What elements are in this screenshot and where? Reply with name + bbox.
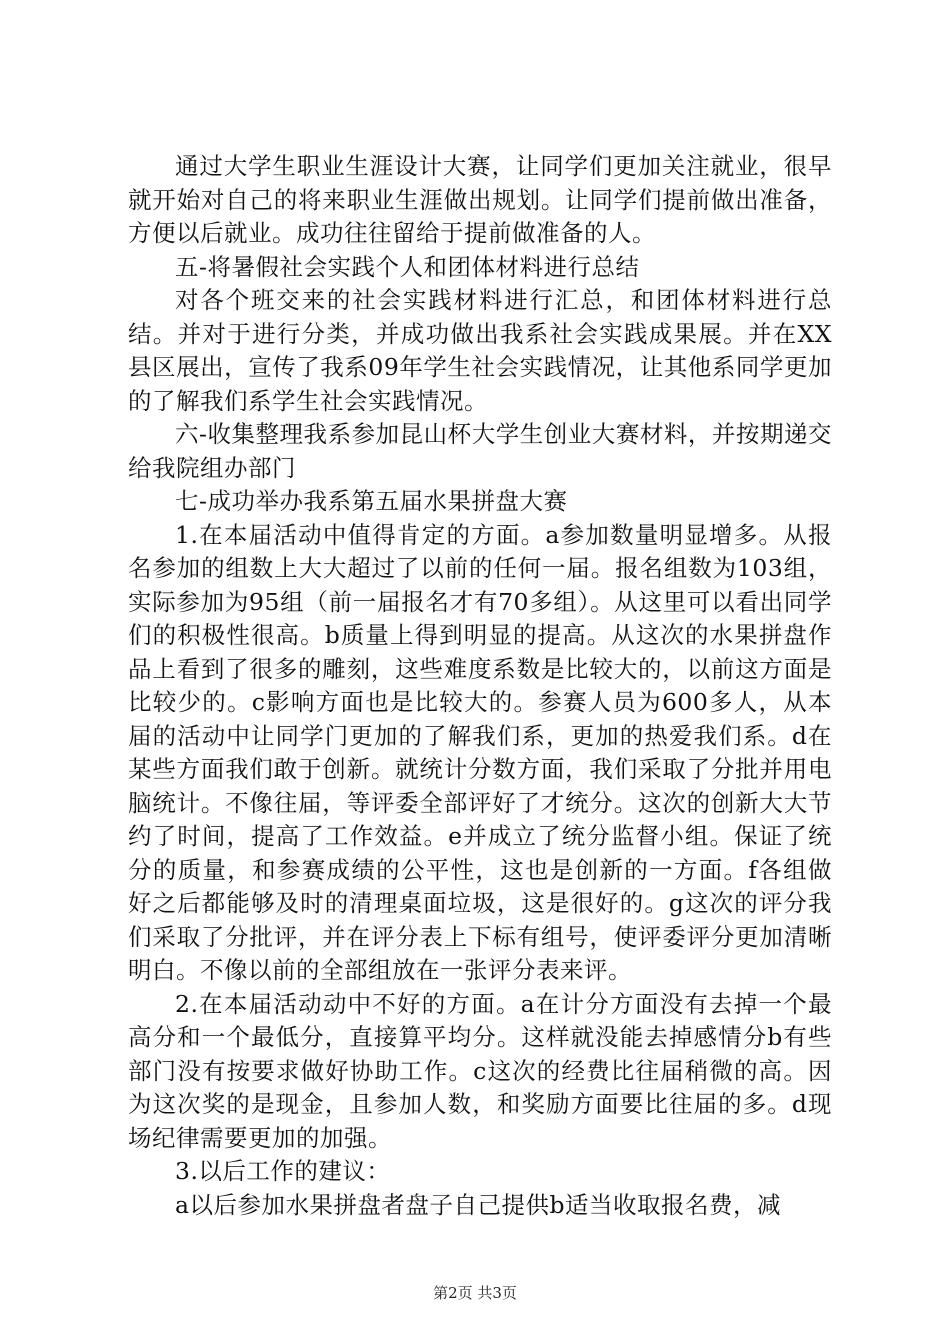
heading-suggestions: 3.以后工作的建议：: [175, 1157, 391, 1185]
paragraph-suggestions: a以后参加水果拼盘者盘子自己提供b适当收取报名费，减: [175, 1190, 782, 1219]
heading-item-five: 五-将暑假社会实践个人和团体材料进行总结: [175, 252, 640, 281]
paragraph-negative-aspects: 2.在本届活动动中不好的方面。a在计分方面没有去掉一个最高分和一个最低分，直接算平均分。这样就没能去掉感情分b有些部门没有按要求做好协助工作。c这次的经费比往届稍微的高。因为这次奖的是现金，且参加人数，和奖励方面要比往届的多。d现场纪律需要更加的加强。: [128, 989, 832, 1152]
page-footer: 第2页 共3页: [433, 1284, 517, 1302]
document-body: [128, 150, 832, 1222]
heading-item-seven: 七-成功举办我系第五届水果拼盘大赛: [175, 487, 568, 515]
paragraph-career-contest: 通过大学生职业生涯设计大赛，让同学们更加关注就业，很早就开始对自己的将来职业生涯做出规划。让同学们提前做出准备，方便以后就业。成功往往留给于提前做准备的人。: [128, 152, 832, 247]
paragraph-positive-aspects: 1.在本届活动中值得肯定的方面。a参加数量明显增多。从报名参加的组数上大大超过了以前的任何一届。报名组数为103组，实际参加为95组（前一届报名才有70多组）。从这里可以看出同学们的积极性很高。b质量上得到明显的提高。从这次的水果拼盘作品上看到了很多的雕刻，这些难度系数是比较大的，以前这方面是比较少的。c影响方面也是比较大的。参赛人员为600多人，从本届的活动中让同学门更加的了解我们系，更加的热爱我们系。d在某些方面我们敢于创新。就统计分数方面，我们采取了分批并用电脑统计。不像往届，等评委全部评好了才统分。这次的创新大大节约了时间，提高了工作效益。e并成立了统分监督小组。保证了统分的质量，和参赛成绩的公平性，这也是创新的一方面。f各组做好之后都能够及时的清理桌面垃圾，这是很好的。g这次的评分我们采取了分批评，并在评分表上下标有组号，使评委评分更加清晰明白。不像以前的全部组放在一张评分表来评。: [128, 520, 832, 984]
heading-item-six: 六-收集整理我系参加昆山杯大学生创业大赛材料，并按期递交给我院组办部门: [128, 420, 832, 482]
paragraph-practice-summary: 对各个班交来的社会实践材料进行汇总，和团体材料进行总结。并对于进行分类，并成功做出我系社会实践成果展。并在XX县区展出，宣传了我系09年学生社会实践情况，让其他系同学更加的了解我们系学生社会实践情况。: [128, 286, 832, 415]
